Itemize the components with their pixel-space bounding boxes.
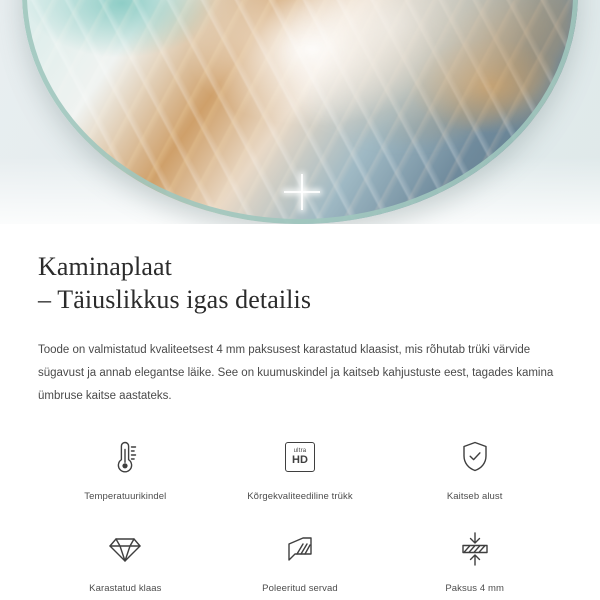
feature-label: Temperatuurikindel — [84, 490, 167, 502]
feature-label: Karastatud klaas — [89, 582, 162, 594]
hero-image — [0, 0, 600, 224]
feature-item-thickness — [387, 526, 562, 594]
thermometer-icon — [105, 434, 145, 480]
feature-item-protects-base — [387, 434, 562, 502]
feature-label: Kaitseb alust — [446, 490, 503, 502]
title-line-2: – Täiuslikkus igas detailis — [38, 285, 312, 315]
product-plate-image — [22, 0, 578, 224]
ultra-hd-top-text: ultra — [293, 447, 307, 454]
feature-item-temperature — [38, 434, 213, 502]
feature-label: Paksus 4 mm — [445, 582, 504, 594]
feature-item-polished-edges — [213, 526, 388, 594]
shield-check-icon — [457, 434, 493, 480]
title-line-1: Kaminaplaat — [38, 252, 172, 281]
feature-label: Poleeritud servad — [262, 582, 338, 594]
diamond-icon — [105, 526, 145, 572]
content-area — [0, 224, 600, 594]
feature-item-print-quality — [213, 434, 388, 502]
ultra-hd-bottom-text: HD — [292, 453, 308, 466]
feature-item-tempered-glass — [38, 526, 213, 594]
feature-grid — [38, 434, 562, 594]
page-title — [38, 250, 562, 317]
product-description: Toode on valmistatud kvaliteetsest 4 mm paksusest karastatud klaasist, mis rõhutab trüki värvide sügavust ja annab elegantse läike. See on kuumuskindel ja kaitseb kahjustuste eest, tagades kamina ümbruse kaitse aastateks. — [38, 343, 554, 402]
thickness-arrows-icon — [456, 526, 494, 572]
ultra-hd-icon — [285, 434, 315, 480]
polished-edges-icon — [281, 526, 319, 572]
feature-label: Kõrgekvaliteediline trükk — [247, 490, 353, 502]
